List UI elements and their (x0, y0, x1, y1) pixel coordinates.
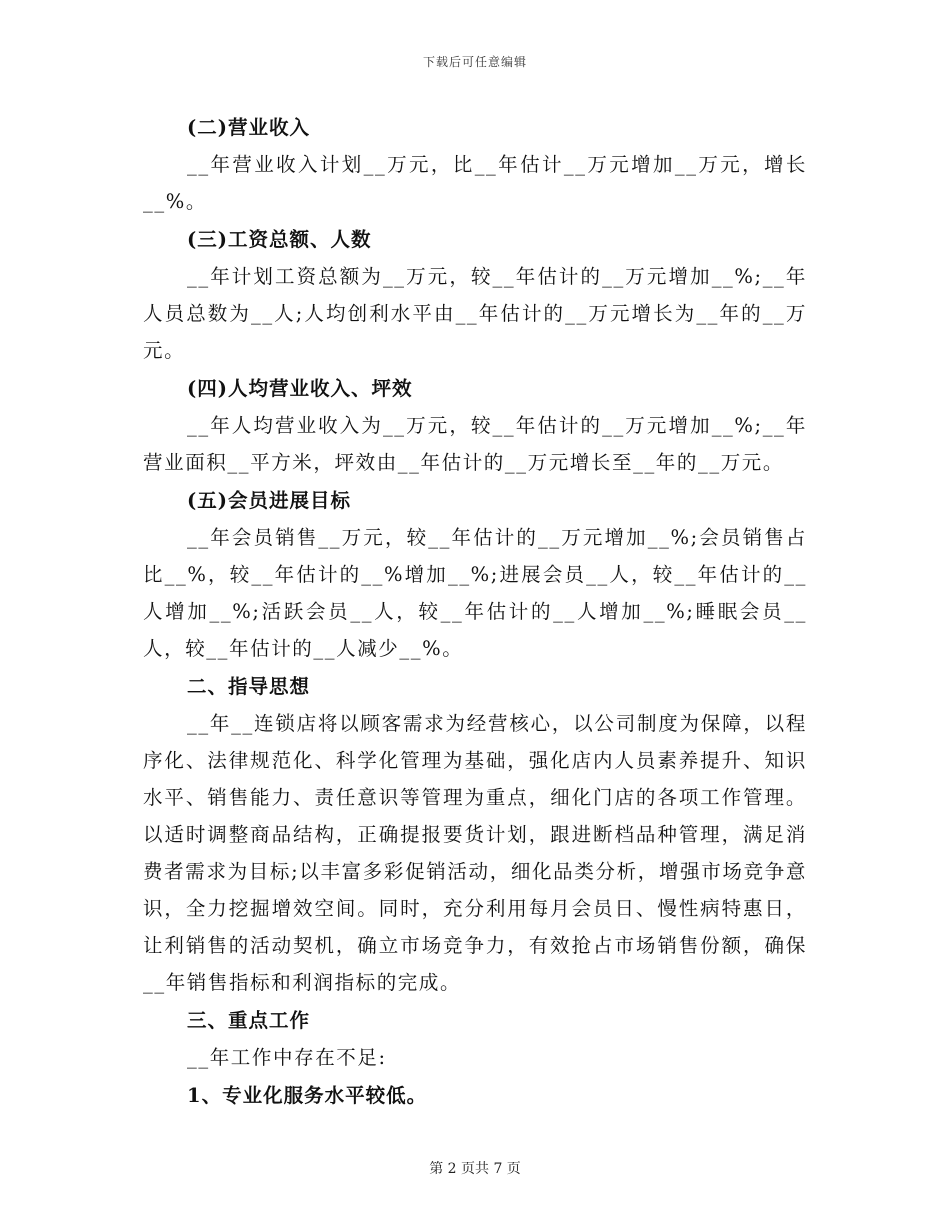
section-heading-per-capita: (四)人均营业收入、坪效 (187, 377, 413, 400)
section-heading-members: (五)会员进展目标 (187, 489, 351, 512)
section-paragraph-guiding-ideas: __年__连锁店将以顾客需求为经营核心，以公司制度为保障，以程序化、法律规范化、科学化管理为基础，强化店内人员素养提升、知识水平、销售能力、责任意识等管理为重点，细化门店的各项工作管理。以适时调整商品结构，正确提报要货计划，跟进断档品种管理，满足消费者需求为目标;以丰富多彩促销活动，细化品类分析，增强市场竞争意识，全力挖掘增效空间。同时，充分利用每月会员日、慢性病特惠日，让利销售的活动契机，确立市场竞争力，有效抢占市场销售份额，确保__年销售指标和利润指标的完成。 (143, 712, 807, 994)
section-paragraph-members: __年会员销售__万元，较__年估计的__万元增加__%;会员销售占比__%，较__年估计的__%增加__%;进展会员__人，较__年估计的__人增加__%;活跃会员__人，较__年估计的__人增加__%;睡眠会员__人，较__年估计的__人减少__%。 (143, 526, 807, 660)
section-paragraph-per-capita: __年人均营业收入为__万元，较__年估计的__万元增加__%;__年营业面积__平方米，坪效由__年估计的__万元增长至__年的__万元。 (143, 414, 807, 474)
document-body (143, 109, 807, 1114)
section-heading-guiding-ideas: 二、指导思想 (187, 675, 311, 698)
section-heading-key-work: 三、重点工作 (187, 1009, 311, 1032)
page-number: 第 2 页共 7 页 (429, 1161, 521, 1177)
subheading-service-level: 1、专业化服务水平较低。 (187, 1084, 428, 1107)
section-paragraph-revenue: __年营业收入计划__万元，比__年估计__万元增加__万元，增长__%。 (143, 153, 807, 213)
section-paragraph-wages: __年计划工资总额为__万元，较__年估计的__万元增加__%;__年人员总数为__人;人均创利水平由__年估计的__万元增长为__年的__万元。 (143, 265, 807, 362)
section-paragraph-key-work: __年工作中存在不足: (187, 1046, 387, 1069)
section-heading-revenue: (二)营业收入 (187, 116, 310, 139)
section-heading-wages: (三)工资总额、人数 (187, 228, 372, 251)
header-note: 下载后可任意编辑 (422, 55, 527, 69)
